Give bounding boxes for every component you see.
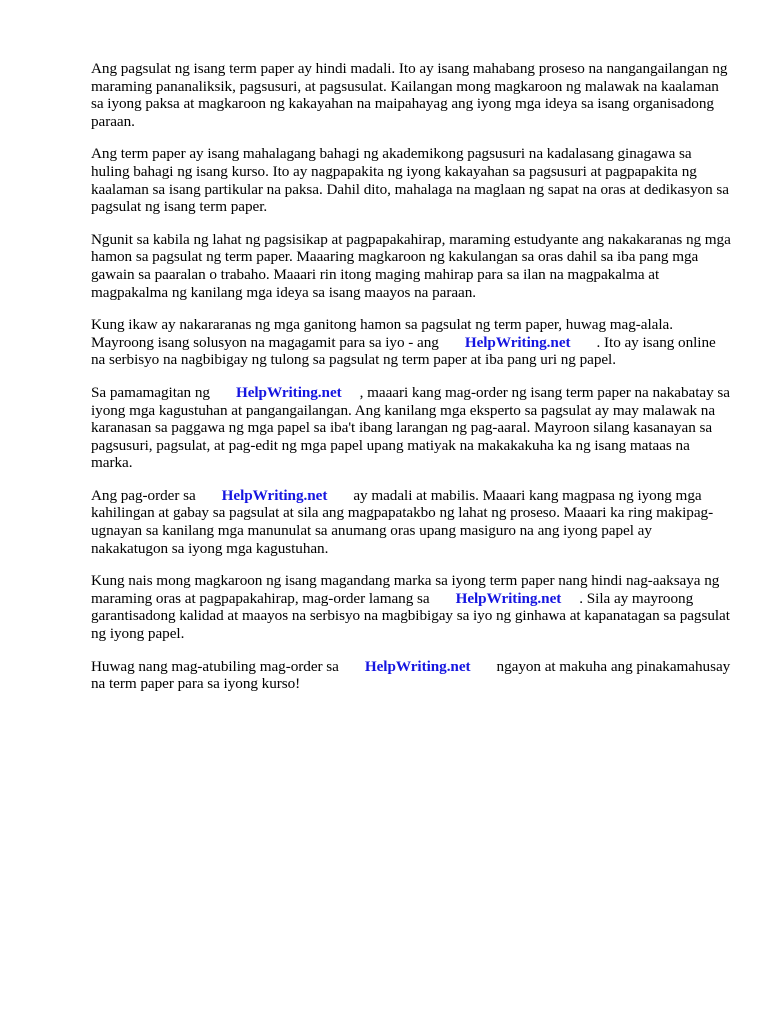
paragraph-text: . Ito ay isang online na serbisyo na nagbibigay ng tulong sa pagsulat ng term paper at iba pang uri ng papel. <box>91 333 716 369</box>
paragraph-6 <box>91 487 731 557</box>
helpwriting-link[interactable]: HelpWriting.net <box>364 657 471 675</box>
paragraph-5 <box>91 384 731 472</box>
paragraph-3: Ngunit sa kabila ng lahat ng pagsisikap at pagpapakahirap, maraming estudyante ang nakakaranas ng mga hamon sa pagsulat ng term paper. Maaaring magkaroon ng kakulangan sa oras dahil sa iba pang mga gawain sa paaralan o trabaho. Maaari rin itong maging mahirap para sa ilan na magpakalma at magpakalma ng kanilang mga ideya sa isang maayos na paraan. <box>91 230 731 301</box>
paragraph-1: Ang pagsulat ng isang term paper ay hindi madali. Ito ay isang mahabang proseso na nangangailangan ng maraming pananaliksik, pagsusuri, at pagsusulat. Kailangan mong magkaroon ng malawak na kaalaman sa iyong paksa at magkaroon ng kakayahan na maipahayag ang iyong mga ideya sa isang organisadong paraan. <box>91 60 728 130</box>
paragraph-7 <box>91 572 731 642</box>
paragraph-text: ay madali at mabilis. Maaari kang magpasa ng iyong mga kahilingan at gabay sa pagsulat at sila ang magpapatakbo ng lahat ng proseso. Maaari ka ring makipag-ugnayan sa kanilang mga manunulat sa anumang oras upang masiguro na ang iyong papel ay nakakatugon sa iyong mga kagustuhan. <box>91 486 714 557</box>
document-body <box>91 60 731 708</box>
helpwriting-link[interactable]: HelpWriting.net <box>221 486 328 504</box>
paragraph-text: . Sila ay mayroong garantisadong kalidad at maayos na serbisyo na magbibigay sa iyo ng ginhawa at kapanatagan sa pagsulat ng iyong papel. <box>91 589 730 643</box>
paragraph-text: ngayon at makuha ang pinakamahusay na term paper para sa iyong kurso! <box>91 657 731 693</box>
paragraph-text: Kung nais mong magkaroon ng isang magandang marka sa iyong term paper nang hindi nag-aaksaya ng maraming oras at pagpapakahirap, mag-order lamang sa <box>91 572 720 607</box>
paragraph-2: Ang term paper ay isang mahalagang bahagi ng akademikong pagsusuri na kadalasang ginagawa sa huling bahagi ng isang kurso. Ito ay nagpapakita ng iyong kakayahan sa pagsusuri at pagpapakita ng kaalaman sa isang partikular na paksa. Dahil dito, mahalaga na maglaan ng sapat na oras at dedikasyon sa pagsulat ng isang term paper. <box>91 145 729 216</box>
helpwriting-link[interactable]: HelpWriting.net <box>235 383 342 401</box>
paragraph-4 <box>91 316 731 369</box>
helpwriting-link[interactable]: HelpWriting.net <box>464 333 571 351</box>
paragraph-8 <box>91 658 731 693</box>
paragraph-text: Kung ikaw ay nakararanas ng mga ganitong hamon sa pagsulat ng term paper, huwag mag-alala. Mayroong isang solusyon na magagamit para sa iyo - ang <box>91 316 673 351</box>
paragraph-text: , maaari kang mag-order ng isang term paper na nakabatay sa iyong mga kagustuhan at pangangailangan. Ang kanilang mga eksperto sa pagsulat ay may malawak na karanasan sa paggawa ng mga papel sa iba't ibang larangan ng pag-aaral. Mayroon silang kasanayan sa pagsusuri, pagsulat, at pag-edit ng mga papel upang matiyak na makakakuha ka ng isang mataas na marka. <box>91 383 730 472</box>
helpwriting-link[interactable]: HelpWriting.net <box>455 589 562 607</box>
paragraph-text: Ang pag-order sa <box>91 486 196 504</box>
paragraph-text: Huwag nang mag-atubiling mag-order sa <box>91 657 339 675</box>
paragraph-text: Sa pamamagitan ng <box>91 383 210 401</box>
